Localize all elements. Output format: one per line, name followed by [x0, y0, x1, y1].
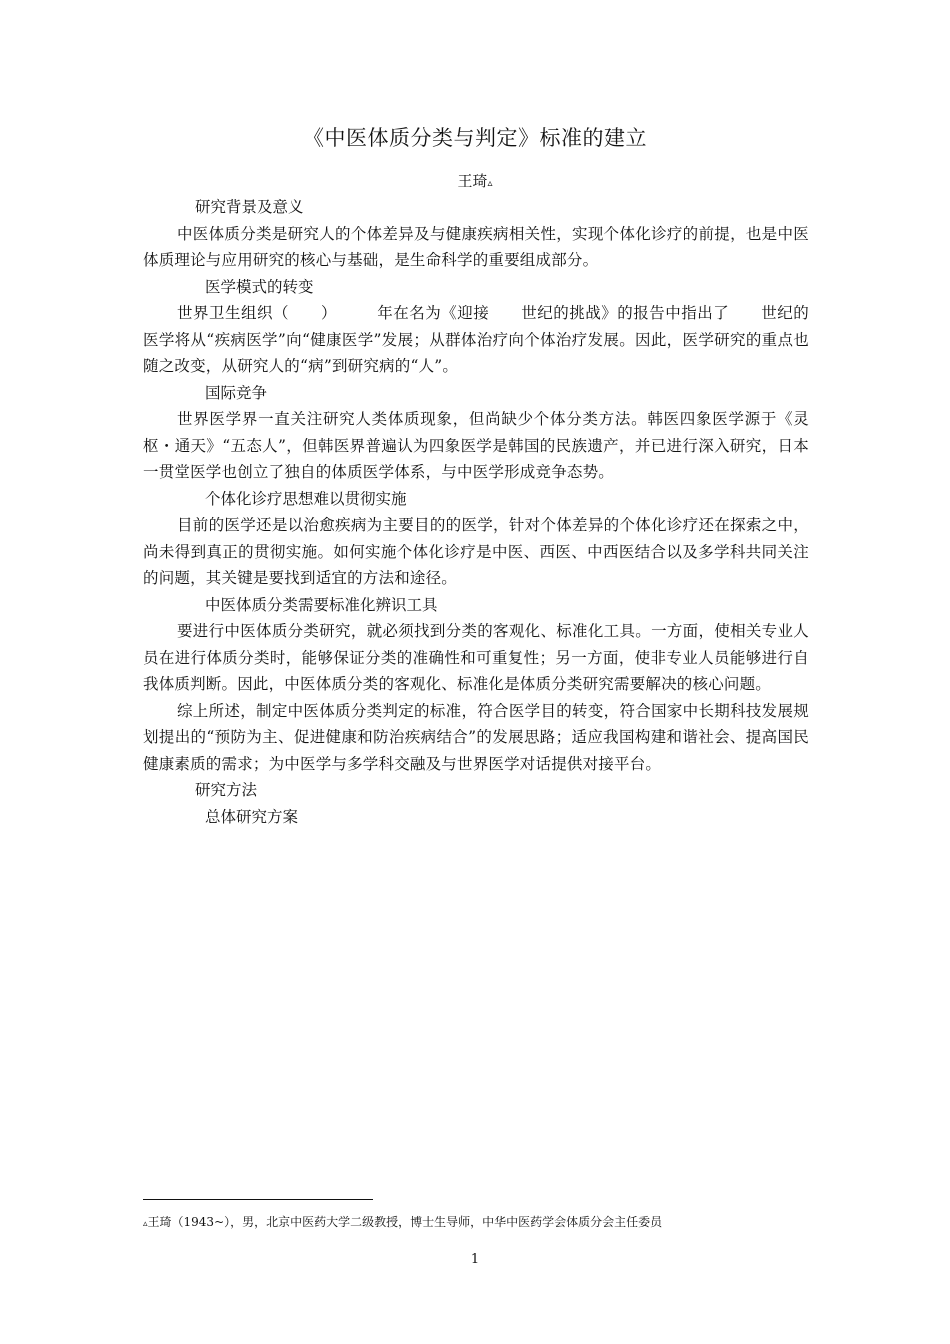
paragraph: 中医体质分类是研究人的个体差异及与健康疾病相关性，实现个体化诊疗的前提，也是中医体质理论与应用研究的核心与基础，是生命科学的重要组成部分。: [143, 224, 809, 269]
section-heading: 研究方法: [195, 781, 258, 799]
footnote-separator: [143, 1199, 373, 1200]
author-line: [0, 170, 950, 191]
paragraph: 世界卫生组织（ ） 年在名为《迎接 世纪的挑战》的报告中指出了 世纪的医学将从“疾病医学”向“健康医学”发展；从群体治疗向个体治疗发展。因此，医学研究的重点也随之改变，从研究人的“病”到研究病的“人”。: [143, 304, 809, 375]
footnote: [143, 1213, 662, 1233]
subsection-heading: 医学模式的转变: [205, 277, 314, 296]
document-body: [143, 194, 809, 830]
paragraph: 世界医学界一直关注研究人类体质现象，但尚缺少个体分类方法。韩医四象医学源于《灵枢・通天》“五态人”，但韩医界普遍认为四象医学是韩国的民族遗产，并已进行深入研究，日本一贯堂医学也创立了独自的体质医学体系，与中医学形成竞争态势。: [143, 410, 809, 481]
subsection-heading: 中医体质分类需要标准化辨识工具: [205, 595, 438, 614]
subsection-heading: 个体化诊疗思想难以贯彻实施: [205, 489, 407, 508]
author-footnote-mark: ▵: [487, 178, 493, 189]
section-heading: 研究背景及意义: [195, 198, 304, 216]
footnote-mark: ▵: [143, 1219, 148, 1229]
subsection-heading: 国际竞争: [205, 383, 268, 402]
author-name: 王琦: [457, 172, 488, 190]
paragraph: 目前的医学还是以治愈疾病为主要目的的医学，针对个体差异的个体化诊疗还在探索之中，尚未得到真正的贯彻实施。如何实施个体化诊疗是中医、西医、中西医结合以及多学科共同关注的问题，其关键是要找到适宜的方法和途径。: [143, 516, 809, 587]
summary-paragraph: 综上所述，制定中医体质分类判定的标准，符合医学目的转变，符合国家中长期科技发展规划提出的“预防为主、促进健康和防治疾病结合”的发展思路；适应我国构建和谐社会、提高国民健康素质的需求；为中医学与多学科交融及与世界医学对话提供对接平台。: [143, 701, 809, 773]
page-number: 1: [470, 1252, 480, 1267]
subsection-heading: 总体研究方案: [205, 807, 299, 826]
footnote-text: 王琦（1943~），男，北京中医药大学二级教授，博士生导师，中华中医药学会体质分会主任委员: [147, 1215, 663, 1229]
document-title: 《中医体质分类与判定》标准的建立: [303, 126, 647, 150]
paragraph: 要进行中医体质分类研究，就必须找到分类的客观化、标准化工具。一方面，使相关专业人员在进行体质分类时，能够保证分类的准确性和可重复性；另一方面，使非专业人员能够进行自我体质判断。因此，中医体质分类的客观化、标准化是体质分类研究需要解决的核心问题。: [143, 622, 809, 693]
